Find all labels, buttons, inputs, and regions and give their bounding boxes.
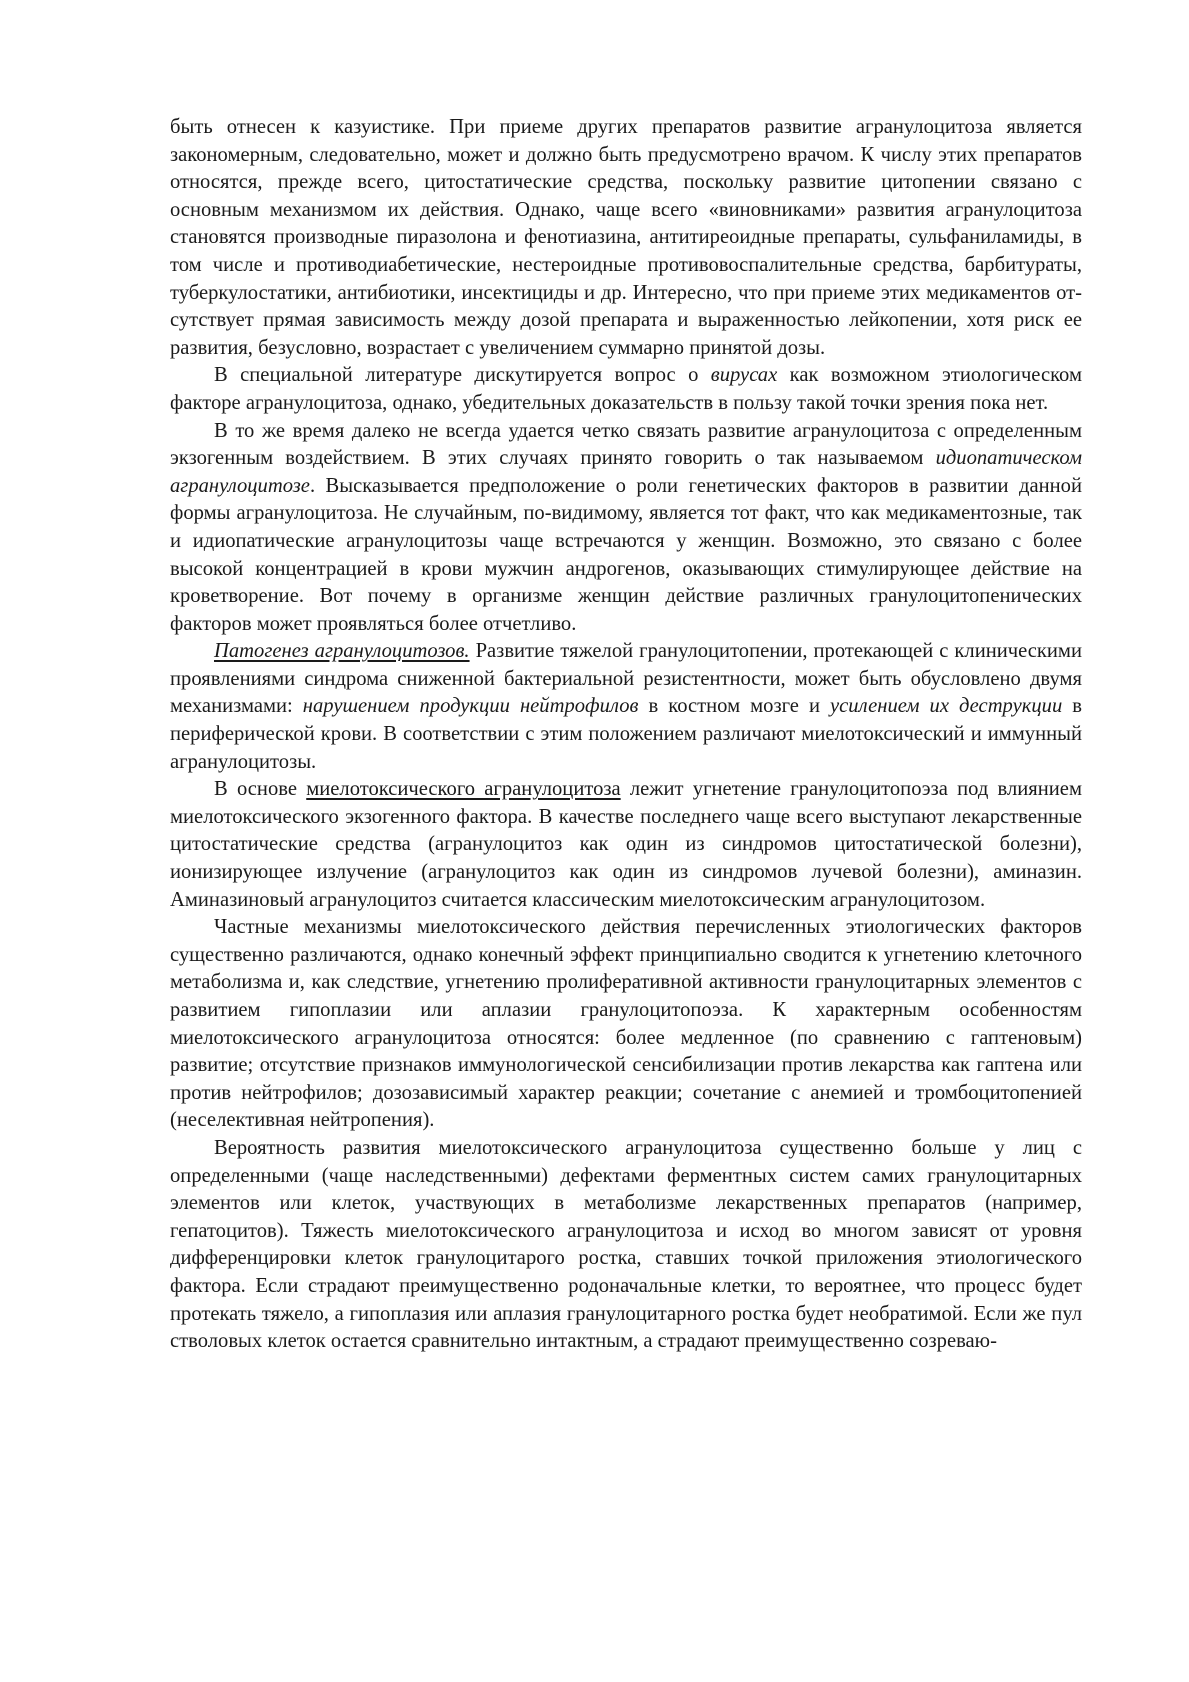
paragraph-3-text-b: . Высказывается предположение о роли генетических факторов в развитии данной формы агранулоцитоза. Не случайным, по-видимому, является тот факт, что как медикаментозные, так и идиопатические агранулоцитозы чаще встречаются у женщин. Возможно, это связано с более высокой концентрацией в крови мужчин андрогенов, оказывающих стимулирующее действие на кроветворение. Вот почему в организме женщин действие различных гранулоцитопенических факторов может проявляться более отчетливо. [170, 474, 1082, 635]
paragraph-4-text-b: в костном мозге и [638, 695, 831, 718]
term-viruses: вирусах [710, 364, 778, 387]
paragraph-2-text-b: как возможном этиологическом факторе агранулоцитоза, однако, убедительных доказательств в пользу такой точки зрения пока нет. [170, 364, 1082, 414]
paragraph-6-text: Частные механизмы миелотоксического действия перечисленных этиологических факторов существенно различаются, однако конечный эффект принципиально сводится к угнетению клеточного метаболизма и, как следствие, угнетению пролиферативной активности гранулоцитарных элементов с развитием гипоплазии или аплазии гранулоцитопоэза. К характерным особенностям миелотоксического агранулоцитоза относятся: более медленное (по сравнению с гаптеновым) развитие; отсутствие признаков иммунологической сенсибилизации против лекарства как гаптена или против нейтрофилов; дозозависимый характер реакции; сочетание с анемией и тромбоцитопенией (неселективная нейтропения). [170, 916, 1082, 1132]
term-idiopathic-agranulocytosis: идиопатическом агранулоцитозе [170, 447, 1082, 497]
paragraph-5-text-b: лежит угнетение гранулоцитопоэза под влиянием миелотоксического экзогенного фактора. В качестве последнего чаще всего выступают лекарственные цитостатические средства (агранулоцитоз как один из синдромов цитостатической болезни), ионизирующее излучение (агранулоцитоз как один из синдромов лучевой болезни), аминазин. Аминазиновый агранулоцитоз считается классическим миелотоксическим агранулоцитозом. [170, 778, 1082, 911]
paragraph-2 [170, 362, 1082, 417]
paragraph-3-text-a: В то же время далеко не всегда удается четко связать развитие агранулоцитоза с определенным экзогенным воздействием. В этих случаях принято говорить о так называемом [170, 419, 1082, 470]
document-page [170, 114, 1082, 1356]
term-increased-destruction: усилением их деструкции [830, 695, 1063, 718]
paragraph-7 [170, 1135, 1082, 1356]
paragraph-6 [170, 914, 1082, 1135]
paragraph-1 [170, 114, 1082, 362]
paragraph-1-text: быть отнесен к казуистике. При приеме других препаратов развитие агранулоцитоза является закономерным, следовательно, может и должно быть предусмотрено врачом. К числу этих препаратов относятся, прежде всего, цитостатические средства, поскольку развитие цитопении связано с основным механизмом их действия. Однако, чаще всего «виновниками» развития агранулоцитоза становятся производные пиразолона и фенотиазина, антитиреоидные препараты, сульфаниламиды, в том числе и противодиабетические, нестероидные противовоспалительные средства, барбитураты, туберкулостатики, антибиотики, инсектициды и др. Интересно, что при приеме этих медикаментов отсутствует прямая зависимость между дозой препарата и выраженностью лейкопении, хотя риск ее развития, безусловно, возрастает с увеличением суммарно принятой дозы. [170, 116, 1082, 359]
paragraph-4 [170, 638, 1082, 776]
paragraph-4-text-a: Развитие тяжелой гранулоцитопении, протекающей с клиническими проявлениями синдрома сниженной бактериальной резистентности, может быть обусловлено двумя механизмами: [170, 640, 1082, 718]
section-heading-pathogenesis: Патогенез агранулоцитозов. [214, 640, 470, 663]
paragraph-3 [170, 418, 1082, 639]
paragraph-2-text-a: В специальной литературе дискутируется вопрос о [214, 364, 711, 387]
paragraph-5-text-a: В основе [214, 778, 307, 801]
term-myelotoxic-agranulocytosis: миелотоксического агранулоцитоза [306, 778, 621, 801]
paragraph-7-text: Вероятность развития миелотоксического агранулоцитоза существенно больше у лиц с определенными (чаще наследственными) дефектами ферментных систем самих гранулоцитарных элементов или клеток, участвующих в метаболизме лекарственных препаратов (например, гепатоцитов). Тяжесть миелотоксического агранулоцитоза и исход во многом зависят от уровня дифференцировки клеток гранулоцитарого ростка, ставших точкой приложения этиологического фактора. Если страдают преимущественно родоначальные клетки, то вероятнее, что процесс будет протекать тяжело, а гипоплазия или аплазия гранулоцитарного ростка будет необратимой. Если же пул стволовых клеток остается сравнительно интактным, а страдают преимущественно созреваю- [170, 1136, 1082, 1353]
term-impaired-production: нарушением продукции нейтрофилов [302, 695, 639, 718]
paragraph-4-text-c: в периферической крови. В соответствии с этим положением различают миелотоксический и иммунный агранулоцитозы. [170, 695, 1083, 773]
paragraph-5 [170, 776, 1082, 914]
